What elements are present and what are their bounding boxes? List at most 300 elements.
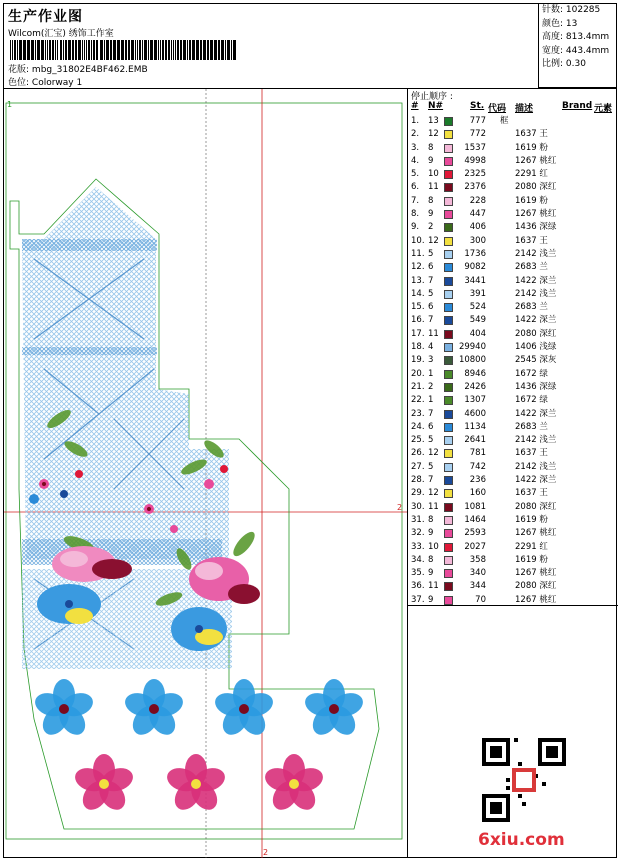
barcode-bar <box>203 40 206 60</box>
barcode-bar <box>72 40 74 60</box>
row-stitches: 160 <box>469 488 486 499</box>
color-swatch <box>444 569 453 578</box>
stop-sequence-row <box>408 408 618 421</box>
row-needle: 9 <box>428 528 434 539</box>
row-description: 2683 兰 <box>515 262 548 273</box>
stop-sequence-row <box>408 181 618 194</box>
barcode-bar <box>10 40 11 60</box>
stop-sequence-row <box>408 434 618 447</box>
barcode-bar <box>52 40 54 60</box>
stop-sequence-row <box>408 394 618 407</box>
row-number: 13. <box>411 275 425 286</box>
row-description: 1422 深兰 <box>515 275 557 286</box>
row-number: 21. <box>411 381 425 392</box>
row-description: 1637 王 <box>515 488 548 499</box>
barcode-bar <box>128 40 130 60</box>
barcode-bar <box>82 40 83 60</box>
row-needle: 8 <box>428 195 434 206</box>
row-description: 2142 浅兰 <box>515 288 557 299</box>
barcode-bar <box>175 40 176 60</box>
col-stitches: St. <box>470 101 485 111</box>
header <box>4 4 538 88</box>
stop-sequence-title: 停止顺序 : <box>411 92 453 102</box>
row-description: 1436 深绿 <box>515 381 557 392</box>
row-stitches: 228 <box>469 195 486 206</box>
row-number: 36. <box>411 581 425 592</box>
color-swatch <box>444 596 453 605</box>
row-stitches: 404 <box>469 328 486 339</box>
row-needle: 9 <box>428 568 434 579</box>
marker-right: 2 <box>397 503 403 512</box>
row-description: 1672 绿 <box>515 368 548 379</box>
col-needle: N# <box>428 101 444 111</box>
motif-band <box>22 347 157 355</box>
qr-module <box>542 782 546 786</box>
barcode-bar <box>200 40 202 60</box>
row-number: 7. <box>411 195 420 206</box>
color-swatch <box>444 489 453 498</box>
row-stitches: 2325 <box>464 169 486 180</box>
row-needle: 2 <box>428 381 434 392</box>
row-stitches: 2641 <box>464 435 486 446</box>
row-number: 3. <box>411 142 420 153</box>
stop-sequence-row <box>408 261 618 274</box>
color-swatch <box>444 303 453 312</box>
stop-sequence-row <box>408 155 618 168</box>
row-number: 32. <box>411 528 425 539</box>
blue-flower <box>171 607 227 651</box>
stop-sequence-row <box>408 208 618 221</box>
qr-finder <box>546 746 558 758</box>
marker-bottom: 2 <box>263 848 269 857</box>
stop-sequence-row <box>408 381 618 394</box>
barcode-bar <box>183 40 186 60</box>
color-swatch <box>444 582 453 591</box>
barcode-bar <box>63 40 64 60</box>
row-number: 31. <box>411 514 425 525</box>
barcode-bar <box>150 40 153 60</box>
color-swatch <box>444 543 453 552</box>
barcode-bar <box>104 40 105 60</box>
stop-sequence-row <box>408 128 618 141</box>
barcode-bar <box>168 40 170 60</box>
row-description: 1637 王 <box>515 235 548 246</box>
qr-module <box>522 802 526 806</box>
stop-sequence-row <box>408 341 618 354</box>
row-description: 1637 王 <box>515 448 548 459</box>
row-number: 37. <box>411 594 425 605</box>
row-needle: 5 <box>428 248 434 259</box>
row-number: 10. <box>411 235 425 246</box>
specs-panel <box>538 3 617 88</box>
blue-flower <box>302 679 366 740</box>
row-stitches: 742 <box>469 461 486 472</box>
barcode-bar <box>165 40 167 60</box>
row-description: 1267 桃红 <box>515 568 557 579</box>
row-number: 20. <box>411 368 425 379</box>
barcode-bar <box>218 40 220 60</box>
row-number: 26. <box>411 448 425 459</box>
row-needle: 8 <box>428 142 434 153</box>
barcode-bar <box>31 40 34 60</box>
barcode-bar <box>137 40 138 60</box>
barcode <box>10 40 238 60</box>
barcode-bar <box>96 40 98 60</box>
row-description: 1672 绿 <box>515 395 548 406</box>
barcode-bar <box>192 40 195 60</box>
motif-band <box>22 239 157 251</box>
col-desc: 描述 <box>515 104 534 114</box>
row-description: 1619 粉 <box>515 142 548 153</box>
barcode-bar <box>106 40 109 60</box>
barcode-bar <box>27 40 30 60</box>
color-swatch <box>444 277 453 286</box>
barcode-bar <box>142 40 143 60</box>
row-description: 2545 深灰 <box>515 355 557 366</box>
color-swatch <box>444 343 453 352</box>
color-swatch <box>444 476 453 485</box>
row-stitches: 2426 <box>464 381 486 392</box>
barcode-bar <box>177 40 179 60</box>
color-swatch <box>444 117 453 126</box>
color-swatch <box>444 463 453 472</box>
stop-sequence-row <box>408 168 618 181</box>
row-description: 1619 粉 <box>515 514 548 525</box>
qr-module <box>518 794 522 798</box>
row-number: 22. <box>411 395 425 406</box>
row-stitches: 524 <box>469 302 486 313</box>
row-needle: 6 <box>428 302 434 313</box>
row-number: 1. <box>411 116 420 126</box>
row-number: 8. <box>411 209 420 220</box>
col-num: # <box>411 101 419 111</box>
barcode-bar <box>86 40 87 60</box>
barcode-bar <box>187 40 188 60</box>
barcode-bar <box>12 40 13 60</box>
col-brand: Brand <box>562 101 593 111</box>
col-element: 元素 <box>594 104 613 114</box>
company-name: Wilcom(汇宝) 绣饰工作室 <box>8 29 114 39</box>
stop-sequence-row <box>408 461 618 474</box>
row-needle: 9 <box>428 155 434 166</box>
stop-sequence-row <box>408 115 618 128</box>
barcode-bar <box>231 40 232 60</box>
blue-flower <box>122 679 186 740</box>
barcode-bar <box>75 40 77 60</box>
row-stitches: 1464 <box>464 514 486 525</box>
barcode-bar <box>84 40 85 60</box>
row-stitches: 4998 <box>464 155 486 166</box>
stop-sequence-row <box>408 354 618 367</box>
barcode-bar <box>35 40 36 60</box>
barcode-bar <box>23 40 26 60</box>
stop-sequence-row <box>408 421 618 434</box>
row-stitches: 2593 <box>464 528 486 539</box>
barcode-bar <box>47 40 48 60</box>
design-file-value: mbg_31802E4BF462.EMB <box>31 65 148 75</box>
row-number: 12. <box>411 262 425 273</box>
barcode-bar <box>214 40 217 60</box>
color-swatch <box>444 263 453 272</box>
row-stitches: 1736 <box>464 248 486 259</box>
design-height: 高度: 813.4mm <box>542 32 610 42</box>
row-stitches: 549 <box>469 315 486 326</box>
barcode-bar <box>154 40 157 60</box>
barcode-bar <box>60 40 62 60</box>
stop-sequence-row <box>408 235 618 248</box>
color-swatch <box>444 556 453 565</box>
row-number: 9. <box>411 222 420 233</box>
barcode-bar <box>17 40 18 60</box>
barcode-bar <box>225 40 226 60</box>
row-stitches: 1537 <box>464 142 486 153</box>
color-count: 颜色: 13 <box>542 18 578 29</box>
blue-flower <box>37 584 101 624</box>
design-file-label: 花版: <box>8 65 30 75</box>
row-needle: 8 <box>428 554 434 565</box>
row-stitches: 340 <box>469 568 486 579</box>
barcode-bar <box>148 40 149 60</box>
row-description: 1619 粉 <box>515 554 548 565</box>
design-file-row <box>8 62 148 75</box>
row-needle: 12 <box>428 488 439 499</box>
barcode-bar <box>144 40 147 60</box>
barcode-bar <box>93 40 95 60</box>
row-description: 1436 深绿 <box>515 222 557 233</box>
pink-flower <box>262 754 326 815</box>
row-needle: 12 <box>428 448 439 459</box>
row-stitches: 1081 <box>464 501 486 512</box>
row-needle: 1 <box>428 368 434 379</box>
row-needle: 9 <box>428 209 434 220</box>
colorway-row <box>8 75 82 88</box>
barcode-bar <box>117 40 120 60</box>
row-number: 19. <box>411 355 425 366</box>
color-swatch <box>444 449 453 458</box>
color-swatch <box>444 210 453 219</box>
color-swatch <box>444 330 453 339</box>
qr-finder <box>490 746 502 758</box>
row-stitches: 781 <box>469 448 486 459</box>
color-swatch <box>444 170 453 179</box>
barcode-bar <box>41 40 44 60</box>
color-swatch <box>444 316 453 325</box>
pink-flower <box>164 754 228 815</box>
stop-sequence-row <box>408 314 618 327</box>
row-stitches: 4600 <box>464 408 486 419</box>
panel-divider <box>408 605 618 606</box>
row-stitches: 29940 <box>458 342 486 353</box>
row-description: 2080 深红 <box>515 328 557 339</box>
color-swatch <box>444 370 453 379</box>
row-number: 6. <box>411 182 420 193</box>
row-number: 30. <box>411 501 425 512</box>
color-swatch <box>444 183 453 192</box>
row-stitches: 358 <box>469 554 486 565</box>
barcode-bar <box>88 40 90 60</box>
row-description: 2291 红 <box>515 169 548 180</box>
barcode-bar <box>55 40 56 60</box>
stop-sequence-row <box>408 248 618 261</box>
barcode-bar <box>49 40 51 60</box>
row-stitches: 3441 <box>464 275 486 286</box>
color-swatch <box>444 250 453 259</box>
row-stitches: 70 <box>475 594 486 605</box>
row-needle: 5 <box>428 288 434 299</box>
barcode-bar <box>100 40 103 60</box>
design-scale: 比例: 0.30 <box>542 59 586 69</box>
barcode-bar <box>121 40 124 60</box>
stop-sequence-row <box>408 275 618 288</box>
color-swatch <box>444 290 453 299</box>
barcode-bar <box>158 40 159 60</box>
row-number: 5. <box>411 169 420 180</box>
color-swatch <box>444 157 453 166</box>
stop-sequence-row <box>408 554 618 567</box>
barcode-bar <box>37 40 40 60</box>
barcode-bar <box>91 40 92 60</box>
color-swatch <box>444 423 453 432</box>
row-needle: 11 <box>428 182 439 193</box>
color-swatch <box>444 503 453 512</box>
row-needle: 5 <box>428 435 434 446</box>
row-description: 1406 浅绿 <box>515 342 557 353</box>
page-title: 生产作业图 <box>8 9 83 25</box>
row-needle: 11 <box>428 328 439 339</box>
barcode-bar <box>196 40 199 60</box>
stop-sequence-row <box>408 142 618 155</box>
row-description: 2142 浅兰 <box>515 435 557 446</box>
row-needle: 7 <box>428 315 434 326</box>
barcode-bar <box>207 40 209 60</box>
row-number: 35. <box>411 568 425 579</box>
stop-sequence-row <box>408 221 618 234</box>
row-stitches: 406 <box>469 222 486 233</box>
stop-sequence-row <box>408 541 618 554</box>
row-number: 15. <box>411 302 425 313</box>
row-stitches: 772 <box>469 129 486 140</box>
row-stitches: 8946 <box>464 368 486 379</box>
color-swatch <box>444 516 453 525</box>
row-stitches: 344 <box>469 581 486 592</box>
row-stitches: 447 <box>469 209 486 220</box>
qr-module <box>518 762 522 766</box>
stitch-count: 针数: 102285 <box>542 5 601 15</box>
barcode-bar <box>221 40 224 60</box>
color-swatch <box>444 356 453 365</box>
row-description: 2683 兰 <box>515 421 548 432</box>
row-needle: 11 <box>428 501 439 512</box>
row-stitches: 391 <box>469 288 486 299</box>
row-number: 2. <box>411 129 420 140</box>
stop-sequence-row <box>408 301 618 314</box>
row-needle: 3 <box>428 355 434 366</box>
row-stitches: 2376 <box>464 182 486 193</box>
row-needle: 6 <box>428 262 434 273</box>
barcode-bar <box>45 40 46 60</box>
barcode-bar <box>233 40 236 60</box>
barcode-bar <box>135 40 136 60</box>
stop-sequence-row <box>408 447 618 460</box>
row-number: 27. <box>411 461 425 472</box>
row-description: 2291 红 <box>515 541 548 552</box>
row-needle: 6 <box>428 421 434 432</box>
row-number: 16. <box>411 315 425 326</box>
row-description: 1422 深兰 <box>515 315 557 326</box>
row-needle: 4 <box>428 342 434 353</box>
pink-flower <box>72 754 136 815</box>
row-stitches: 9082 <box>464 262 486 273</box>
stop-sequence-row <box>408 368 618 381</box>
barcode-bar <box>78 40 81 60</box>
row-number: 4. <box>411 155 420 166</box>
row-needle: 7 <box>428 275 434 286</box>
watermark: 6xiu.com <box>478 830 565 850</box>
embroidery-design-preview <box>4 89 407 858</box>
row-stitches: 236 <box>469 475 486 486</box>
row-needle: 10 <box>428 541 439 552</box>
row-number: 14. <box>411 288 425 299</box>
row-needle: 7 <box>428 475 434 486</box>
row-description: 1267 桃红 <box>515 155 557 166</box>
barcode-bar <box>125 40 127 60</box>
row-needle: 12 <box>428 235 439 246</box>
blue-flower <box>212 679 276 740</box>
stop-sequence-row <box>408 501 618 514</box>
row-description: 1267 桃红 <box>515 209 557 220</box>
row-description: 2683 兰 <box>515 302 548 313</box>
row-number: 23. <box>411 408 425 419</box>
row-description: 2080 深红 <box>515 182 557 193</box>
row-description: 1422 深兰 <box>515 408 557 419</box>
row-description: 1267 桃红 <box>515 594 557 605</box>
row-number: 25. <box>411 435 425 446</box>
color-swatch <box>444 223 453 232</box>
barcode-bar <box>180 40 182 60</box>
barcode-bar <box>19 40 22 60</box>
qr-module <box>514 738 518 742</box>
stop-sequence-list <box>408 115 618 607</box>
color-swatch <box>444 237 453 246</box>
barcode-bar <box>68 40 71 60</box>
stop-sequence-row <box>408 328 618 341</box>
barcode-bar <box>139 40 141 60</box>
color-swatch <box>444 383 453 392</box>
row-stitches: 300 <box>469 235 486 246</box>
qr-module <box>506 786 510 790</box>
color-swatch <box>444 410 453 419</box>
color-swatch <box>444 396 453 405</box>
row-description: 2080 深红 <box>515 501 557 512</box>
row-stitches: 10800 <box>458 355 486 366</box>
stop-sequence-row <box>408 580 618 593</box>
color-swatch <box>444 436 453 445</box>
row-stitches: 2027 <box>464 541 486 552</box>
row-number: 24. <box>411 421 425 432</box>
row-description: 框 <box>500 116 509 126</box>
barcode-bar <box>110 40 112 60</box>
col-code: 代码 <box>488 104 507 114</box>
stop-sequence-row <box>408 514 618 527</box>
row-number: 18. <box>411 342 425 353</box>
stop-sequence-panel <box>407 88 617 858</box>
barcode-bar <box>189 40 191 60</box>
stop-sequence-row <box>408 527 618 540</box>
row-number: 28. <box>411 475 425 486</box>
stop-sequence-row <box>408 288 618 301</box>
barcode-bar <box>113 40 116 60</box>
row-description: 2080 深红 <box>515 581 557 592</box>
